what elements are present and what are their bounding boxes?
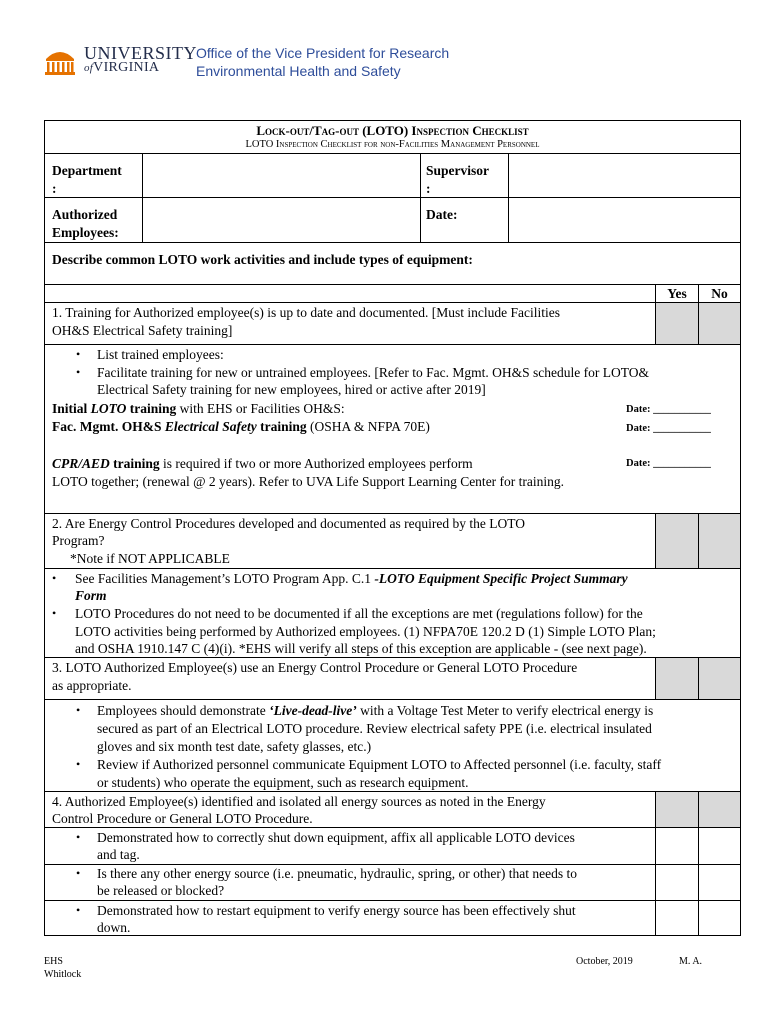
s3-bullet2-line2: or students) who operate the equipment, such as research equipment.: [97, 775, 469, 790]
s1-yes-cell[interactable]: [656, 302, 698, 344]
s1-initial-c: training: [126, 401, 177, 416]
s1-fac-b: Electrical Safety: [164, 419, 257, 434]
logo-of: of: [84, 62, 94, 74]
s3-question-line2: as appropriate.: [52, 678, 132, 693]
s1-cpr-c: is required if two or more Authorized employees perform: [159, 456, 473, 471]
s1-bullet2-line2: Electrical Safety training for new employees, hired or active after 2019]: [97, 382, 486, 397]
bullet-icon: •: [52, 606, 57, 620]
s2-bullet1-line2: Form: [75, 588, 107, 603]
s4-row1-line1: Demonstrated how to correctly shut down equipment, affix all applicable LOTO devices: [97, 830, 575, 845]
s1-question-line2: OH&S Electrical Safety training]: [52, 323, 233, 338]
footer-author: Whitlock: [44, 969, 82, 980]
s3-bullet1-c: with a Voltage Test Meter to verify electrical energy is: [356, 703, 654, 718]
department-field[interactable]: [143, 154, 419, 196]
bullet-icon: •: [76, 365, 81, 379]
s1-bullet2-line1: Facilitate training for new or untrained employees. [Refer to Fac. Mgmt. OH&S schedule for LOTO&: [97, 365, 649, 380]
office-line2: Environmental Health and Safety: [196, 63, 401, 79]
s1-fac-a: Fac. Mgmt. OH&S: [52, 419, 165, 434]
yes-header: Yes: [667, 286, 687, 301]
s1-fac-c: training: [256, 419, 307, 434]
s1-initial-training: [52, 400, 345, 418]
s1-initial-d: with EHS or Facilities OH&S:: [176, 401, 345, 416]
bullet-icon: •: [76, 757, 81, 771]
s2-bullet1-a: See Facilities Management’s LOTO Program App. C.1: [75, 571, 375, 586]
form-subtitle: LOTO Inspection Checklist for non-Facilities Management Personnel: [245, 139, 540, 150]
s4-question-line2: Control Procedure or General LOTO Procedure.: [52, 811, 313, 826]
department-label: Department: [52, 163, 122, 178]
bullet-icon: •: [76, 703, 81, 717]
describe-label: Describe common LOTO work activities and include types of equipment:: [52, 252, 473, 267]
date-fac-blank: ___________: [653, 423, 711, 434]
date-fac-training[interactable]: [626, 420, 711, 438]
office-line1: Office of the Vice President for Research: [196, 45, 450, 61]
authorized-employees-field[interactable]: [143, 198, 419, 241]
s1-cpr-line2: LOTO together; (renewal @ 2 years). Refer to UVA Life Support Learning Center for training.: [52, 474, 565, 489]
s3-bullet1-b: ‘Live-dead-live’: [269, 703, 357, 718]
s1-cpr-a: CPR/AED: [52, 456, 110, 471]
s1-no-cell[interactable]: [699, 302, 740, 344]
s3-no-cell[interactable]: [699, 657, 740, 699]
s1-question-line1: 1. Training for Authorized employee(s) is up to date and documented. [Must include Facilities: [52, 305, 561, 320]
s1-cpr-b: training: [109, 456, 160, 471]
s3-question-line1: 3. LOTO Authorized Employee(s) use an Energy Control Procedure or General LOTO Procedure: [52, 660, 578, 675]
s3-bullet1-line2: secured as part of an Electrical LOTO procedure. Review electrical safety PPE (i.e. electrical insulated: [97, 721, 652, 736]
s2-note: *Note if NOT APPLICABLE: [70, 551, 230, 566]
authorized-label-2: Employees:: [52, 225, 119, 240]
s1-fac-d: (OSHA & NFPA 70E): [306, 419, 430, 434]
s1-fac-training: [52, 418, 430, 436]
department-colon: :: [52, 181, 57, 196]
s2-bullet1-b: -LOTO Equipment Specific Project Summary: [374, 571, 628, 586]
s2-question-line2: Program?: [52, 533, 105, 548]
office-heading: [196, 44, 449, 80]
date-label: Date:: [426, 207, 458, 222]
no-header: No: [711, 286, 728, 301]
s4-row2-line2: be released or blocked?: [97, 883, 225, 898]
date-initial-blank: ___________: [653, 404, 711, 415]
logo-virginia-text: VIRGINIA: [93, 60, 160, 75]
bullet-icon: •: [76, 347, 81, 361]
date-initial-label: Date:: [626, 404, 651, 415]
s2-bullet2-line3: and OSHA 1910.147 C (4)(i). *EHS will verify all steps of this exception are applicable - (see next page).: [75, 641, 647, 656]
s1-cpr-training: [52, 455, 473, 473]
s4-row1-line2: and tag.: [97, 847, 140, 862]
s1-initial-a: Initial: [52, 401, 91, 416]
s4-row3-line2: down.: [97, 920, 131, 935]
s4-no-cell[interactable]: [699, 791, 740, 827]
s2-question-line1: 2. Are Energy Control Procedures developed and documented as required by the LOTO: [52, 516, 525, 531]
form-title: Lock-out/Tag-out (LOTO) Inspection Checklist: [256, 123, 529, 138]
uva-logo: [44, 43, 197, 80]
footer-dept: EHS: [44, 956, 63, 967]
logo-virginia: [84, 60, 159, 76]
s3-bullet2-line1: Review if Authorized personnel communicate Equipment LOTO to Affected personnel (i.e. faculty, staff: [97, 757, 662, 772]
s2-bullet1: [75, 570, 628, 588]
bullet-icon: •: [52, 571, 57, 585]
supervisor-field[interactable]: [509, 154, 740, 196]
s4-yes-cell[interactable]: [656, 791, 698, 827]
s3-bullet1-line3: gloves and six month test date, safety glasses, etc.): [97, 739, 372, 754]
date-initial-training[interactable]: [626, 401, 711, 419]
rotunda-logo-icon: [44, 47, 76, 75]
s2-no-cell[interactable]: [699, 513, 740, 568]
s4-row2-line1: Is there any other energy source (i.e. pneumatic, hydraulic, spring, or other) that needs to: [97, 866, 577, 881]
s2-bullet2-line2: LOTO activities being performed by Authorized employees. (1) NFPA70E 120.2 D (1) Simple LOTO Plan;: [75, 624, 656, 639]
s3-bullet1: [97, 702, 653, 720]
footer-left: [44, 955, 81, 981]
s2-bullet2-line1: LOTO Procedures do not need to be documented if all the exceptions are met (regulations follow) for the: [75, 606, 643, 621]
authorized-label-1: Authorized: [52, 207, 118, 222]
date-cpr-label: Date:: [626, 458, 651, 469]
bullet-icon: •: [76, 830, 81, 844]
supervisor-colon: :: [426, 181, 431, 196]
date-fac-label: Date:: [626, 423, 651, 434]
s1-bullet1: List trained employees:: [97, 347, 224, 362]
logo-university: UNIVERSITY: [84, 43, 197, 63]
footer-initials: M. A.: [679, 956, 703, 967]
date-cpr-blank: ___________: [653, 458, 711, 469]
s3-yes-cell[interactable]: [656, 657, 698, 699]
s4-row3-line1: Demonstrated how to restart equipment to verify energy source has been effectively shut: [97, 903, 576, 918]
date-cpr-training[interactable]: [626, 455, 711, 473]
bullet-icon: •: [76, 903, 81, 917]
s3-bullet1-a: Employees should demonstrate: [97, 703, 270, 718]
date-field[interactable]: [509, 198, 740, 241]
s4-question-line1: 4. Authorized Employee(s) identified and isolated all energy sources as noted in the Energy: [52, 794, 546, 809]
s2-yes-cell[interactable]: [656, 513, 698, 568]
bullet-icon: •: [76, 866, 81, 880]
supervisor-label: Supervisor: [426, 163, 490, 178]
s1-initial-b: LOTO: [90, 401, 127, 416]
footer-date: October, 2019: [576, 956, 633, 967]
